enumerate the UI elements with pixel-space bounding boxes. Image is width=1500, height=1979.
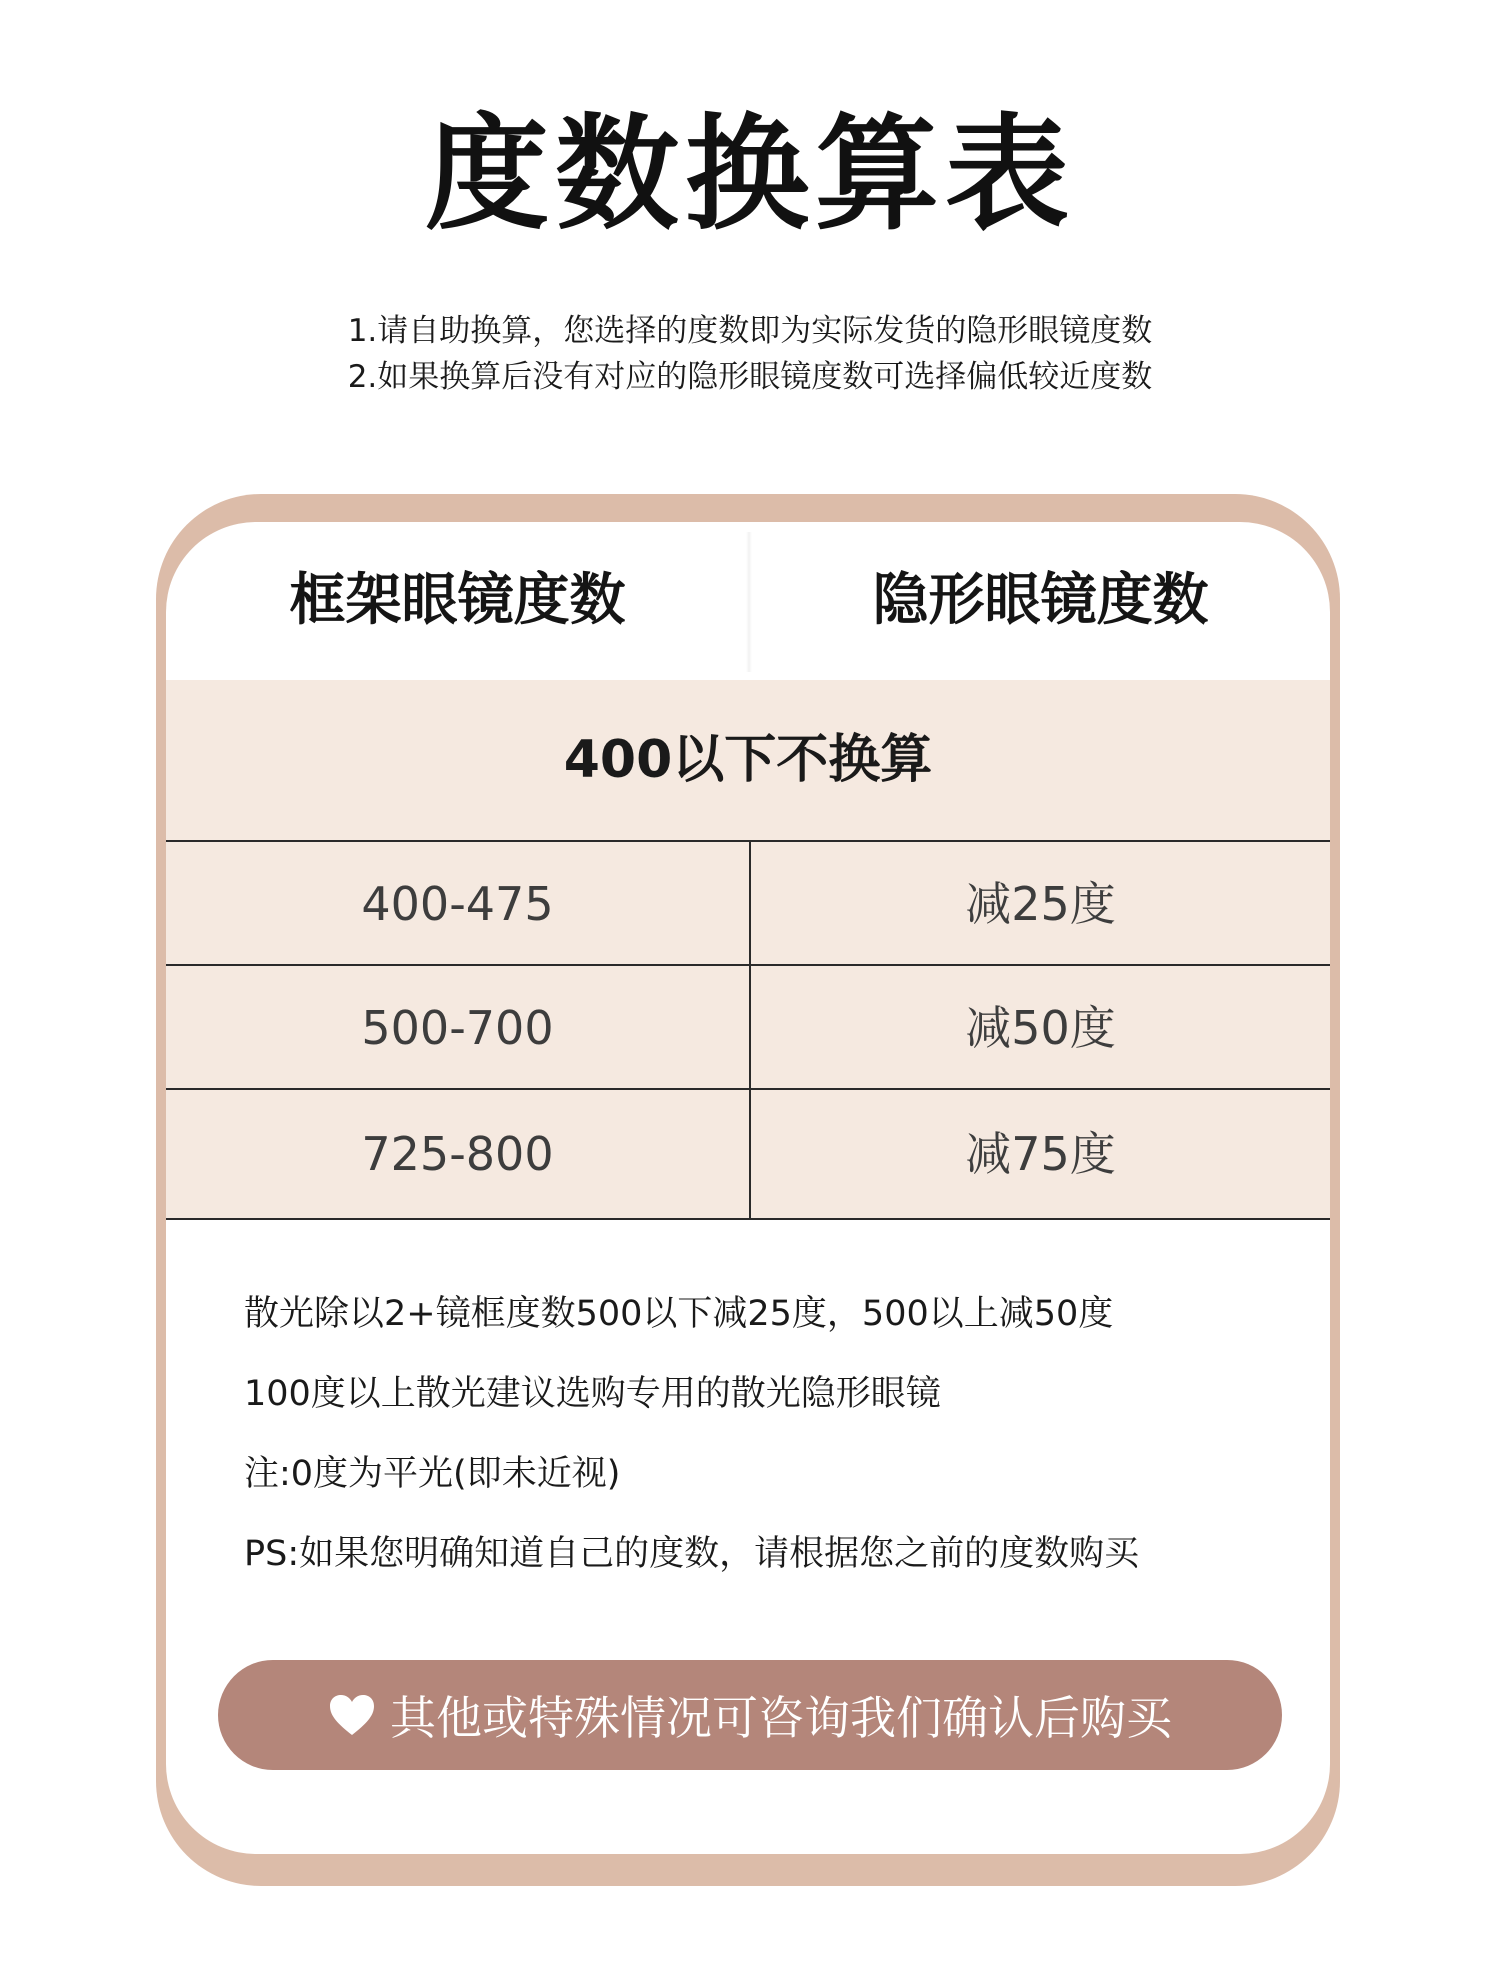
- intro-text: [0, 308, 1500, 400]
- notes-list: [244, 1274, 1284, 1594]
- conversion-card: [166, 522, 1330, 1854]
- note-toric-advice: 100度以上散光建议选购专用的散光隐形眼镜: [244, 1374, 941, 1414]
- consult-button-label: 其他或特殊情况可咨询我们确认后购买: [390, 1691, 1172, 1745]
- table-cell-reduction: 减75度: [965, 1127, 1116, 1181]
- page-title: 度数换算表: [424, 103, 1075, 247]
- table-cell-frame-range: 500-700: [361, 1001, 554, 1055]
- table-cell-frame-range: 725-800: [361, 1127, 554, 1181]
- table-cell-reduction: 减25度: [965, 877, 1116, 931]
- no-conversion-row: 400以下不换算: [563, 730, 933, 790]
- header-frame-glasses: 框架眼镜度数: [289, 568, 626, 633]
- intro-line-1: 1.请自助换算，您选择的度数即为实际发货的隐形眼镜度数: [347, 313, 1153, 349]
- table-cell-reduction: 减50度: [965, 1001, 1116, 1055]
- consult-button[interactable]: [218, 1660, 1282, 1770]
- table-cell-frame-range: 400-475: [361, 877, 554, 931]
- note-ps: PS:如果您明确知道自己的度数，请根据您之前的度数购买: [244, 1534, 1140, 1574]
- intro-line-2: 2.如果换算后没有对应的隐形眼镜度数可选择偏低较近度数: [347, 359, 1153, 395]
- table-divider: [166, 1218, 1330, 1220]
- note-plano: 注:0度为平光(即未近视): [244, 1454, 621, 1494]
- heart-icon: [328, 1693, 376, 1737]
- note-astigmatism: 散光除以2+镜框度数500以下减25度，500以上减50度: [244, 1294, 1114, 1334]
- header-contact-lens: 隐形眼镜度数: [872, 568, 1209, 633]
